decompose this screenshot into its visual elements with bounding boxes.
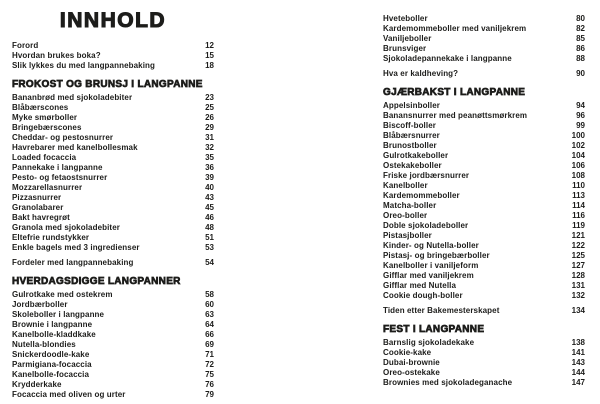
toc-entry [383, 241, 585, 251]
toc-entry-page: 90 [576, 69, 585, 78]
section-heading: FEST I LANGPANNE [383, 324, 485, 335]
toc-entry-label: Doble sjokoladeboller [383, 221, 469, 230]
toc-entry [383, 24, 585, 34]
toc-entry [12, 223, 214, 233]
toc-entry-page: 134 [571, 306, 585, 315]
toc-entry-page: 29 [205, 123, 214, 132]
toc-entry [383, 69, 585, 79]
toc-entry-page: 39 [205, 173, 214, 182]
toc-entry [383, 191, 585, 201]
toc-entry-label: Enkle bagels med 3 ingredienser [12, 243, 140, 252]
toc-entry [12, 183, 214, 193]
toc-entry-label: Pizzasnurrer [12, 193, 62, 202]
toc-entry-label: Myke smørboller [12, 113, 78, 122]
toc-entry [12, 143, 214, 153]
toc-entry-label: Hvordan brukes boka? [12, 51, 101, 60]
toc-entry-page: 106 [571, 161, 585, 170]
toc-entry-label: Granola med sjokoladebiter [12, 223, 120, 232]
toc-entry [383, 111, 585, 121]
toc-entry-page: 88 [576, 54, 585, 63]
section-heading: HVERDAGSDIGGE LANGPANNER [12, 276, 181, 287]
toc-entry-page: 141 [571, 348, 585, 357]
toc-entry-label: Focaccia med oliven og urter [12, 390, 126, 399]
toc-entry [12, 233, 214, 243]
toc-entry [12, 93, 214, 103]
toc-entry-page: 80 [576, 14, 585, 23]
toc-entry [12, 258, 214, 268]
toc-entry-label: Matcha-boller [383, 201, 437, 210]
toc-entry-page: 72 [205, 360, 214, 369]
toc-entry [383, 161, 585, 171]
toc-entry-label: Bananbrød med sjokoladebiter [12, 93, 133, 102]
toc-entry-label: Havrebarer med kanelbollesmak [12, 143, 138, 152]
toc-entry-page: 53 [205, 243, 214, 252]
toc-entry-page: 79 [205, 390, 214, 399]
toc-entry-label: Kanelboller [383, 181, 428, 190]
toc-entry-page: 99 [576, 121, 585, 130]
toc-entry-label: Pesto- og fetaostsnurrer [12, 173, 108, 182]
toc-entry [12, 310, 214, 320]
toc-entry-page: 82 [576, 24, 585, 33]
toc-entry-label: Hva er kaldheving? [383, 69, 459, 78]
toc-entry-page: 31 [205, 133, 214, 142]
toc-entry-page: 26 [205, 113, 214, 122]
toc-entry [383, 211, 585, 221]
section-heading: FROKOST OG BRUNSJ I LANGPANNE [12, 79, 203, 90]
toc-entry-label: Oreo-boller [383, 211, 428, 220]
toc-entry-label: Kardemommeboller med vaniljekrem [383, 24, 527, 33]
toc-entry-page: 113 [572, 191, 585, 200]
toc-entry-label: Nutella-blondies [12, 340, 76, 349]
toc-entry [12, 300, 214, 310]
toc-entry-label: Vaniljeboller [383, 34, 432, 43]
toc-entry-page: 32 [205, 143, 214, 152]
toc-entry [12, 41, 214, 51]
toc-entry-label: Kanelbolle-kladdkake [12, 330, 96, 339]
toc-entry-page: 76 [205, 380, 214, 389]
toc-entry-page: 143 [571, 358, 585, 367]
toc-entry-page: 131 [571, 281, 585, 290]
toc-entry-page: 58 [205, 290, 214, 299]
toc-entry [383, 221, 585, 231]
toc-entry-label: Gifflar med Nutella [383, 281, 457, 290]
toc-entry-label: Granolabarer [12, 203, 64, 212]
toc-entry-page: 86 [576, 44, 585, 53]
toc-entry [12, 243, 214, 253]
toc-entry [383, 101, 585, 111]
toc-entry [12, 113, 214, 123]
toc-entry-label: Eltefrie rundstykker [12, 233, 90, 242]
toc-entry-label: Oreo-ostekake [383, 368, 440, 377]
toc-entry-page: 36 [205, 163, 214, 172]
toc-entry-page: 51 [205, 233, 214, 242]
toc-entry-label: Brownies med sjokoladeganache [383, 378, 513, 387]
toc-entry-page: 40 [205, 183, 214, 192]
toc-entry-label: Gulrotkake med ostekrem [12, 290, 113, 299]
toc-entry-page: 12 [205, 41, 214, 50]
toc-entry [383, 231, 585, 241]
toc-entry-page: 128 [571, 271, 585, 280]
toc-entry [383, 34, 585, 44]
toc-entry-label: Cookie dough-boller [383, 291, 463, 300]
toc-entry [12, 103, 214, 113]
toc-entry [383, 368, 585, 378]
toc-entry-label: Brownie i langpanne [12, 320, 93, 329]
toc-entry-page: 45 [205, 203, 214, 212]
toc-entry-page: 100 [571, 131, 585, 140]
toc-entry-page: 43 [205, 193, 214, 202]
toc-entry [12, 51, 214, 61]
toc-entry [383, 281, 585, 291]
toc-entry-page: 25 [205, 103, 214, 112]
toc-entry-label: Loaded focaccia [12, 153, 77, 162]
toc-entry-page: 96 [576, 111, 585, 120]
toc-entry-label: Bringebærscones [12, 123, 82, 132]
toc-entry [12, 163, 214, 173]
toc-entry-page: 119 [572, 221, 585, 230]
toc-entry-label: Kanelboller i vaniljeform [383, 261, 479, 270]
toc-entry-label: Blåbærscones [12, 103, 69, 112]
toc-entry [383, 271, 585, 281]
toc-entry-label: Appelsinboller [383, 101, 440, 110]
toc-entry-label: Ostekakeboller [383, 161, 442, 170]
toc-entry-page: 71 [205, 350, 214, 359]
toc-entry-page: 48 [205, 223, 214, 232]
toc-entry [12, 61, 214, 71]
toc-entry-page: 132 [571, 291, 585, 300]
toc-entry [12, 350, 214, 360]
section-heading: GJÆRBAKST I LANGPANNE [383, 87, 526, 98]
toc-entry-page: 127 [571, 261, 585, 270]
toc-entry-page: 147 [571, 378, 585, 387]
toc-entry [12, 133, 214, 143]
toc-entry-page: 104 [571, 151, 585, 160]
toc-entry-page: 23 [205, 93, 214, 102]
toc-entry-label: Pistasj- og bringebærboller [383, 251, 490, 260]
toc-entry-page: 66 [205, 330, 214, 339]
toc-entry-page: 144 [571, 368, 585, 377]
toc-entry-page: 54 [205, 258, 214, 267]
toc-entry-page: 35 [205, 153, 214, 162]
toc-entry-page: 18 [205, 61, 214, 70]
toc-entry [12, 360, 214, 370]
toc-entry-label: Jordbærboller [12, 300, 68, 309]
toc-entry-page: 121 [571, 231, 585, 240]
toc-entry-label: Gulrotkakeboller [383, 151, 449, 160]
toc-entry [383, 14, 585, 24]
toc-entry [383, 151, 585, 161]
toc-entry [383, 121, 585, 131]
toc-entry [383, 201, 585, 211]
toc-entry-label: Forord [12, 41, 39, 50]
toc-entry-label: Banansnurrer med peanøttsmørkrem [383, 111, 528, 120]
toc-entry-page: 102 [571, 141, 585, 150]
toc-entry-label: Blåbærsnurrer [383, 131, 440, 140]
toc-entry-label: Kinder- og Nutella-boller [383, 241, 479, 250]
toc-entry-label: Dubai-brownie [383, 358, 440, 367]
toc-entry-label: Kanelbolle-focaccia [12, 370, 90, 379]
toc-entry [12, 173, 214, 183]
toc-entry-label: Brunostboller [383, 141, 437, 150]
toc-entry [12, 390, 214, 400]
toc-right-blocks [383, 0, 585, 388]
toc-entry-label: Friske jordbærsnurrer [383, 171, 470, 180]
page-title: INNHOLD [59, 9, 167, 32]
toc-entry-page: 60 [205, 300, 214, 309]
toc-entry [12, 123, 214, 133]
toc-entry-label: Fordeler med langpannebaking [12, 258, 134, 267]
toc-entry [12, 380, 214, 390]
toc-entry-label: Snickerdoodle-kake [12, 350, 90, 359]
toc-entry [12, 290, 214, 300]
toc-entry [383, 54, 585, 64]
toc-entry-label: Sjokoladepannekake i langpanne [383, 54, 512, 63]
toc-right-page [383, 0, 585, 388]
toc-entry-label: Pistasjboller [383, 231, 432, 240]
toc-entry-label: Mozzarellasnurrer [12, 183, 83, 192]
toc-entry [12, 370, 214, 380]
toc-entry-label: Krydderkake [12, 380, 62, 389]
toc-entry-page: 108 [571, 171, 585, 180]
toc-entry-page: 69 [205, 340, 214, 349]
toc-entry [12, 213, 214, 223]
toc-entry [383, 141, 585, 151]
toc-entry-page: 85 [576, 34, 585, 43]
toc-entry-page: 114 [572, 201, 585, 210]
toc-entry-page: 125 [571, 251, 585, 260]
toc-entry-page: 122 [571, 241, 585, 250]
toc-entry [12, 153, 214, 163]
toc-entry [383, 378, 585, 388]
toc-entry-page: 138 [571, 338, 585, 347]
toc-entry-page: 15 [205, 51, 214, 60]
toc-entry [12, 193, 214, 203]
toc-entry [383, 251, 585, 261]
toc-entry [383, 181, 585, 191]
toc-entry [12, 203, 214, 213]
toc-entry [383, 291, 585, 301]
toc-entry [383, 261, 585, 271]
toc-entry-page: 63 [205, 310, 214, 319]
toc-entry-label: Tiden etter Bakemesterskapet [383, 306, 500, 315]
toc-entry-page: 94 [576, 101, 585, 110]
toc-entry-page: 64 [205, 320, 214, 329]
toc-entry-label: Pannekake i langpanne [12, 163, 103, 172]
toc-entry-label: Cookie-kake [383, 348, 432, 357]
toc-entry-label: Gifflar med vaniljekrem [383, 271, 474, 280]
toc-entry-label: Parmigiana-focaccia [12, 360, 92, 369]
toc-entry [383, 171, 585, 181]
toc-entry [383, 348, 585, 358]
toc-entry-label: Kardemommeboller [383, 191, 460, 200]
toc-entry-page: 75 [205, 370, 214, 379]
toc-entry [383, 44, 585, 54]
toc-entry [12, 340, 214, 350]
toc-entry [12, 320, 214, 330]
toc-entry-label: Cheddar- og pestosnurrer [12, 133, 114, 142]
toc-entry-label: Barnslig sjokoladekake [383, 338, 475, 347]
toc-entry [383, 131, 585, 141]
toc-entry [383, 306, 585, 316]
toc-entry-label: Hveteboller [383, 14, 428, 23]
toc-entry [383, 358, 585, 368]
toc-entry-label: Bakt havregrøt [12, 213, 70, 222]
toc-entry-label: Brunsviger [383, 44, 427, 53]
toc-left-blocks [12, 41, 214, 400]
toc-entry-label: Biscoff-boller [383, 121, 436, 130]
toc-entry [383, 338, 585, 348]
toc-entry-page: 116 [572, 211, 585, 220]
toc-entry-page: 110 [572, 181, 585, 190]
toc-left-page [12, 0, 214, 400]
toc-entry-label: Skoleboller i langpanne [12, 310, 105, 319]
toc-entry [12, 330, 214, 340]
toc-entry-label: Slik lykkes du med langpannebaking [12, 61, 155, 70]
toc-entry-page: 46 [205, 213, 214, 222]
